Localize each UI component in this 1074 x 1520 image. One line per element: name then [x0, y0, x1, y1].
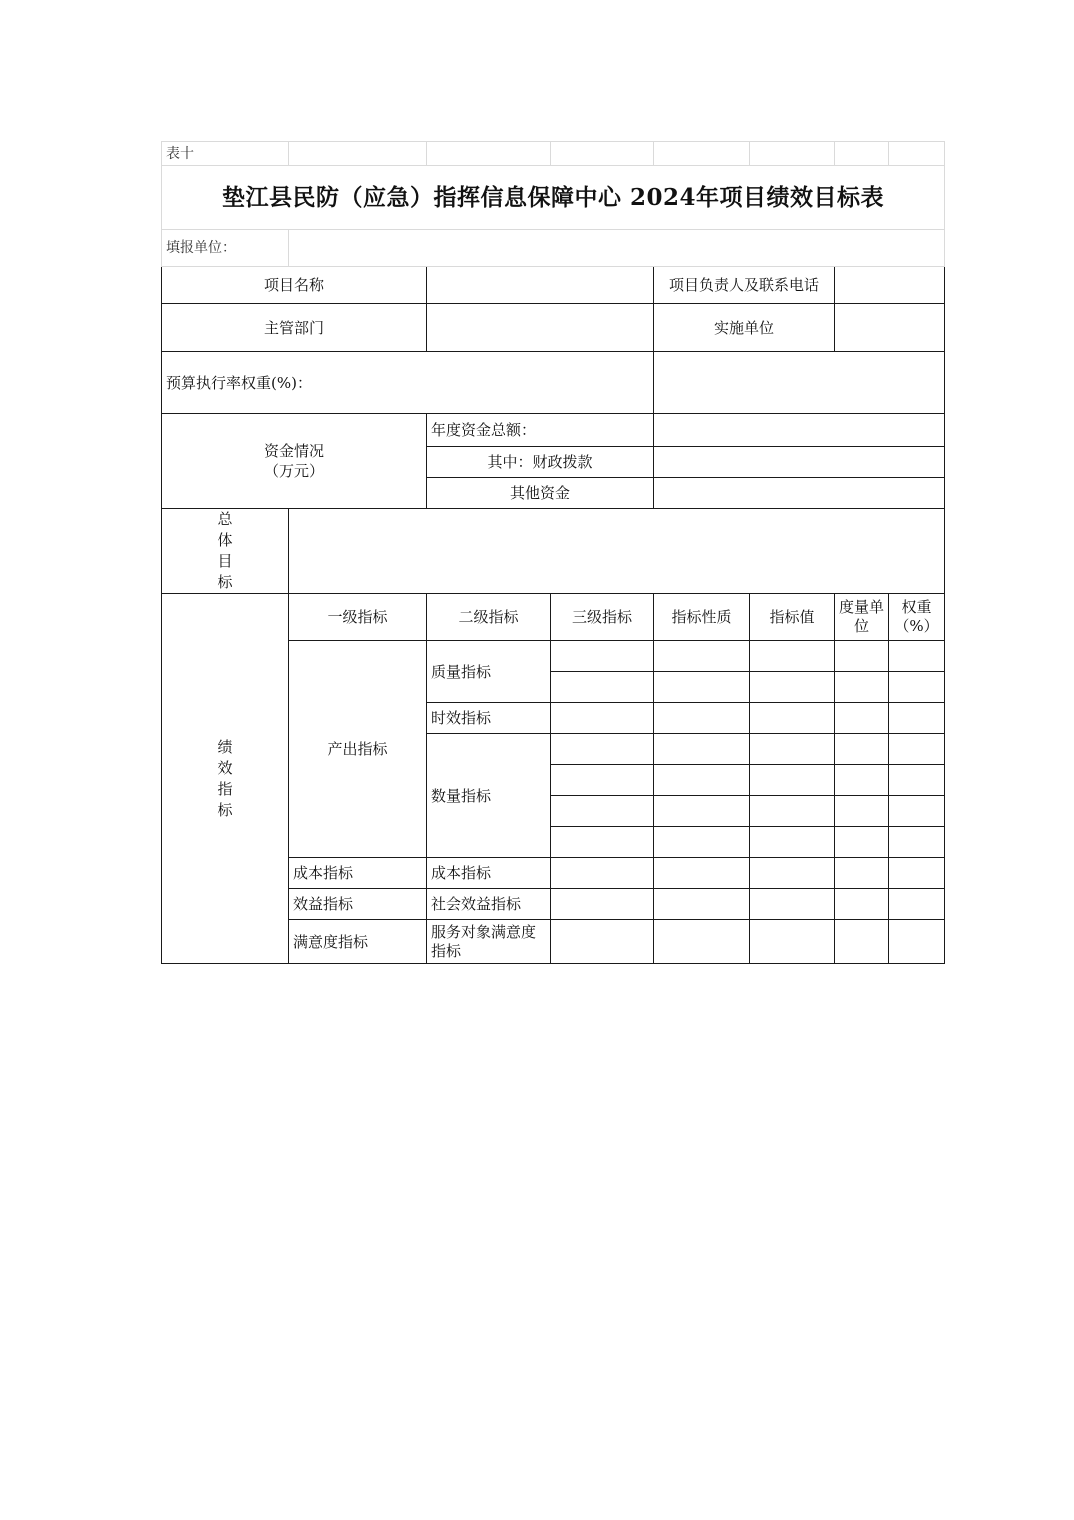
table-cell[interactable]	[750, 920, 835, 964]
header-level3: 三级指标	[551, 594, 654, 641]
funds-fiscal-label: 其中：财政拨款	[427, 447, 654, 478]
table-cell[interactable]	[654, 796, 750, 827]
table-cell[interactable]	[889, 734, 945, 765]
table-number: 表十	[162, 142, 289, 166]
funds-label	[162, 414, 427, 509]
table-cell[interactable]	[835, 641, 889, 672]
performance-target-table	[161, 141, 945, 964]
funds-label-line1: 资金情况	[263, 442, 324, 460]
table-cell[interactable]	[551, 889, 654, 920]
header-nature: 指标性质	[654, 594, 750, 641]
perf-side-char: 标	[217, 800, 233, 819]
table-number-row	[162, 142, 945, 166]
fill-unit-label: 填报单位：	[162, 230, 289, 267]
table-cell[interactable]	[750, 703, 835, 734]
benefit-indicator-l2: 社会效益指标	[427, 889, 551, 920]
department-label: 主管部门	[162, 304, 427, 352]
header-level2: 二级指标	[427, 594, 551, 641]
table-cell[interactable]	[654, 703, 750, 734]
table-cell[interactable]	[551, 672, 654, 703]
table-cell[interactable]	[835, 796, 889, 827]
fill-unit-value[interactable]	[289, 230, 945, 267]
contact-value[interactable]	[835, 267, 945, 304]
blank-cell	[654, 142, 750, 166]
table-cell[interactable]	[835, 734, 889, 765]
table-cell[interactable]	[654, 889, 750, 920]
cost-indicator-l2: 成本指标	[427, 858, 551, 889]
header-value: 指标值	[750, 594, 835, 641]
page-title: 垫江县民防（应急）指挥信息保障中心 2024年项目绩效目标表	[162, 166, 945, 230]
table-cell[interactable]	[835, 672, 889, 703]
department-value[interactable]	[427, 304, 654, 352]
table-cell[interactable]	[889, 703, 945, 734]
table-cell[interactable]	[551, 827, 654, 858]
blank-cell	[289, 142, 427, 166]
perf-side-char: 指	[217, 779, 233, 798]
table-cell[interactable]	[889, 889, 945, 920]
funds-total-label: 年度资金总额：	[427, 414, 654, 447]
table-cell[interactable]	[889, 858, 945, 889]
project-name-row	[162, 267, 945, 304]
header-level1: 一级指标	[289, 594, 427, 641]
department-row	[162, 304, 945, 352]
impl-unit-value[interactable]	[835, 304, 945, 352]
table-cell[interactable]	[551, 796, 654, 827]
table-cell[interactable]	[551, 858, 654, 889]
benefit-indicator-l1: 效益指标	[289, 889, 427, 920]
table-cell[interactable]	[835, 889, 889, 920]
table-cell[interactable]	[551, 641, 654, 672]
quality-indicator: 质量指标	[427, 641, 551, 703]
budget-rate-row	[162, 352, 945, 414]
perf-header-row	[162, 594, 945, 641]
table-cell[interactable]	[654, 827, 750, 858]
table-cell[interactable]	[551, 703, 654, 734]
table-cell[interactable]	[654, 734, 750, 765]
perf-side-char: 绩	[217, 737, 233, 756]
budget-rate-value[interactable]	[654, 352, 945, 414]
funds-total-row	[162, 414, 945, 447]
perf-side-char: 效	[217, 758, 233, 777]
satisfaction-indicator-l2: 服务对象满意度指标	[427, 920, 551, 964]
table-cell[interactable]	[551, 734, 654, 765]
table-cell[interactable]	[835, 765, 889, 796]
table-cell[interactable]	[654, 858, 750, 889]
overall-goal-row	[162, 509, 945, 594]
table-cell[interactable]	[750, 765, 835, 796]
overall-goal-char: 标	[217, 573, 233, 591]
table-cell[interactable]	[889, 765, 945, 796]
table-cell[interactable]	[835, 920, 889, 964]
overall-goal-char: 目	[217, 552, 233, 570]
table-cell[interactable]	[835, 703, 889, 734]
budget-rate-label: 预算执行率权重(%)：	[162, 352, 654, 414]
table-cell[interactable]	[750, 641, 835, 672]
table-cell[interactable]	[750, 827, 835, 858]
table-cell[interactable]	[889, 796, 945, 827]
satisfaction-indicator-l1: 满意度指标	[289, 920, 427, 964]
header-weight: 权重（%）	[889, 594, 945, 641]
title-row	[162, 166, 945, 230]
table-cell[interactable]	[889, 672, 945, 703]
table-cell[interactable]	[750, 672, 835, 703]
table-cell[interactable]	[750, 889, 835, 920]
blank-cell	[889, 142, 945, 166]
blank-cell	[835, 142, 889, 166]
quantity-indicator: 数量指标	[427, 734, 551, 858]
overall-goal-char: 体	[217, 531, 233, 549]
table-cell[interactable]	[654, 672, 750, 703]
funds-other-value[interactable]	[654, 478, 945, 509]
perf-side-label	[162, 594, 289, 964]
table-cell[interactable]	[835, 827, 889, 858]
table-cell[interactable]	[551, 920, 654, 964]
blank-cell	[551, 142, 654, 166]
output-indicator: 产出指标	[289, 641, 427, 858]
contact-label: 项目负责人及联系电话	[654, 267, 835, 304]
funds-total-value[interactable]	[654, 414, 945, 447]
table-cell[interactable]	[654, 920, 750, 964]
table-cell[interactable]	[750, 796, 835, 827]
table-cell[interactable]	[835, 858, 889, 889]
performance-target-sheet	[161, 141, 944, 964]
table-cell[interactable]	[889, 827, 945, 858]
table-cell[interactable]	[654, 765, 750, 796]
timeliness-indicator: 时效指标	[427, 703, 551, 734]
table-cell[interactable]	[654, 641, 750, 672]
impl-unit-label: 实施单位	[654, 304, 835, 352]
funds-other-label: 其他资金	[427, 478, 654, 509]
fill-unit-row	[162, 230, 945, 267]
funds-label-line2: （万元）	[263, 462, 324, 480]
table-cell[interactable]	[551, 765, 654, 796]
overall-goal-char: 总	[217, 510, 233, 528]
table-cell[interactable]	[889, 641, 945, 672]
blank-cell	[427, 142, 551, 166]
project-name-label: 项目名称	[162, 267, 427, 304]
table-cell[interactable]	[750, 734, 835, 765]
blank-cell	[750, 142, 835, 166]
table-cell[interactable]	[889, 920, 945, 964]
header-unit: 度量单位	[835, 594, 889, 641]
project-name-value[interactable]	[427, 267, 654, 304]
cost-indicator-l1: 成本指标	[289, 858, 427, 889]
funds-fiscal-value[interactable]	[654, 447, 945, 478]
overall-goal-label	[162, 509, 289, 594]
overall-goal-value[interactable]	[289, 509, 945, 594]
table-cell[interactable]	[750, 858, 835, 889]
